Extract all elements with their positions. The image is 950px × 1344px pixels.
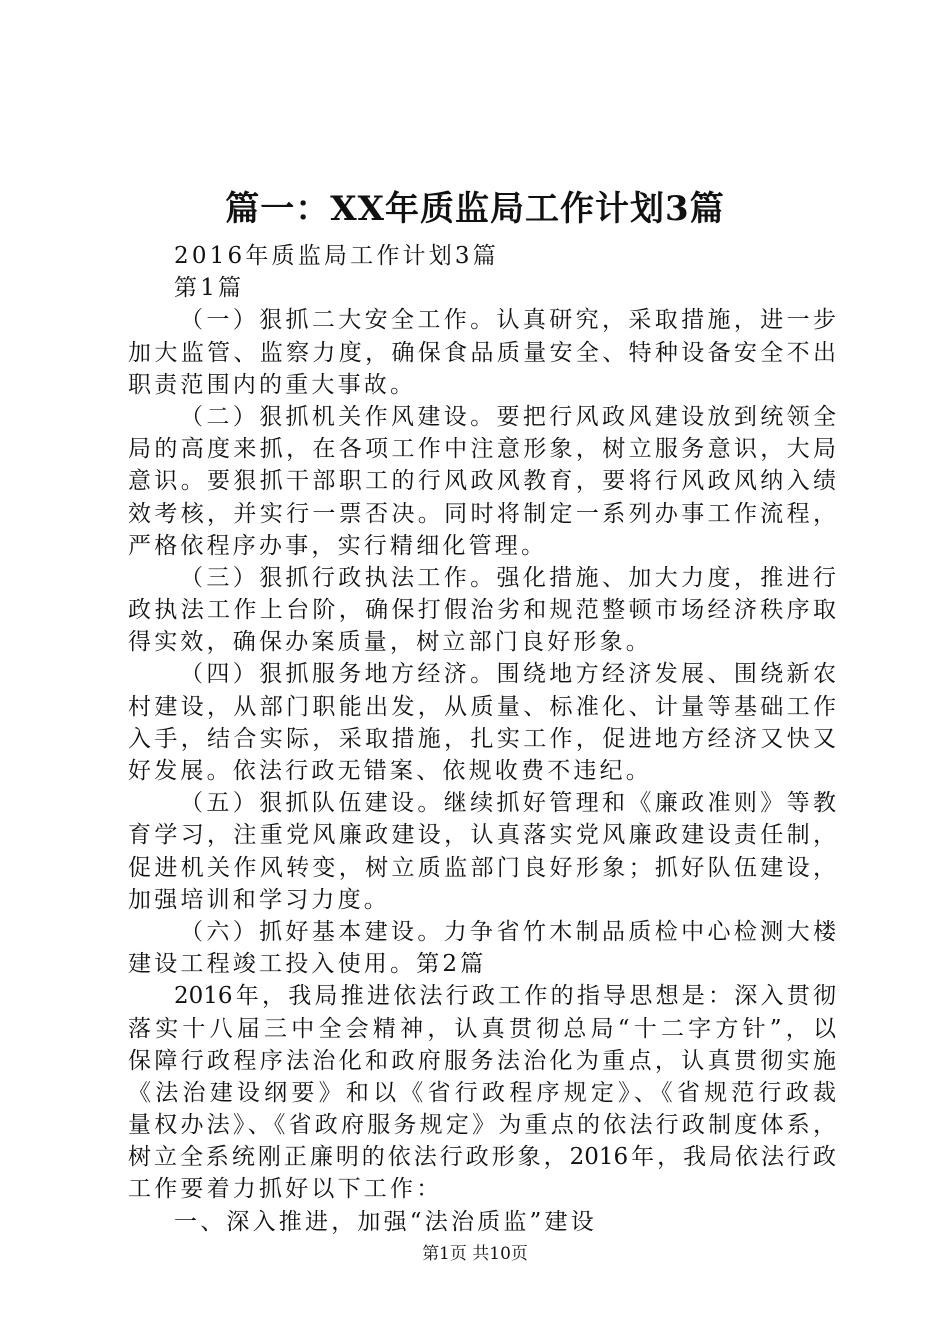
text-line: 保障行政程序法治化和政府服务法治化为重点，认真贯彻实施 [128,1047,836,1074]
text-line: （二）狠抓机关作风建设。要把行风政风建设放到统领全 [180,403,836,430]
text-line: 职责范围内的重大事故。 [128,371,417,398]
text-line: 入手，结合实际，采取措施，扎实工作，促进地方经济又快又 [128,725,836,752]
text-line: （三）狠抓行政执法工作。强化措施、加大力度，推进行 [180,564,836,591]
page-footer: 第1页 共10页 [422,1244,528,1264]
text-line: 促进机关作风转变，树立质监部门良好形象；抓好队伍建设， [128,854,836,881]
text-line: 意识。要狠抓干部职工的行风政风教育，要将行风政风纳入绩 [128,468,836,495]
text-line: 加强培训和学习力度。 [128,886,390,913]
text-line: 加大监管、监察力度，确保食品质量安全、特种设备安全不出 [128,339,836,366]
text-line: （一）狠抓二大安全工作。认真研究，采取措施，进一步 [180,307,836,334]
text-line: 量权办法》、《省政府服务规定》为重点的依法行政制度体系， [128,1112,836,1139]
text-line: 好发展。依法行政无错案、依规收费不违纪。 [128,758,652,784]
document-title: 篇一：XX年质监局工作计划3篇 [225,189,725,229]
text-line: 一、深入推进，加强“法治质监”建设 [174,1208,597,1235]
text-line: 2016年质监局工作计划3篇 [174,243,499,269]
text-line: 落实十八届三中全会精神，认真贯彻总局“十二字方针”，以 [128,1015,836,1042]
text-line: 建设工程竣工投入使用。第2篇 [128,951,487,978]
text-line: 2016年，我局推进依法行政工作的指导思想是：深入贯彻 [174,983,836,1010]
text-line: 育学习，注重党风廉政建设，认真落实党风廉政建设责任制， [128,822,836,849]
text-line: 政执法工作上台阶，确保打假治劣和规范整顿市场经济秩序取 [128,597,836,624]
text-line: 得实效，确保办案质量，树立部门良好形象。 [128,629,652,656]
document-body [128,240,836,1238]
text-line: 严格依程序办事，实行精细化管理。 [128,532,548,559]
text-line: （六）抓好基本建设。力争省竹木制品质检中心检测大楼 [180,918,836,945]
text-line: 《法治建设纲要》和以《省行政程序规定》、《省规范行政裁 [128,1079,836,1106]
text-line: 工作要着力抓好以下工作： [128,1176,443,1203]
text-line: （五）狠抓队伍建设。继续抓好管理和《廉政准则》等教 [180,790,836,817]
text-line: 村建设，从部门职能出发，从质量、标准化、计量等基础工作 [128,693,836,720]
text-line: 第1篇 [174,275,245,302]
text-line: 效考核，并实行一票否决。同时将制定一系列办事工作流程， [128,500,836,527]
text-line: 局的高度来抓，在各项工作中注意形象，树立服务意识，大局 [128,436,836,463]
text-line: （四）狠抓服务地方经济。围绕地方经济发展、围绕新农 [180,661,836,688]
text-line: 树立全系统刚正廉明的依法行政形象，2016年，我局依法行政 [128,1144,836,1171]
